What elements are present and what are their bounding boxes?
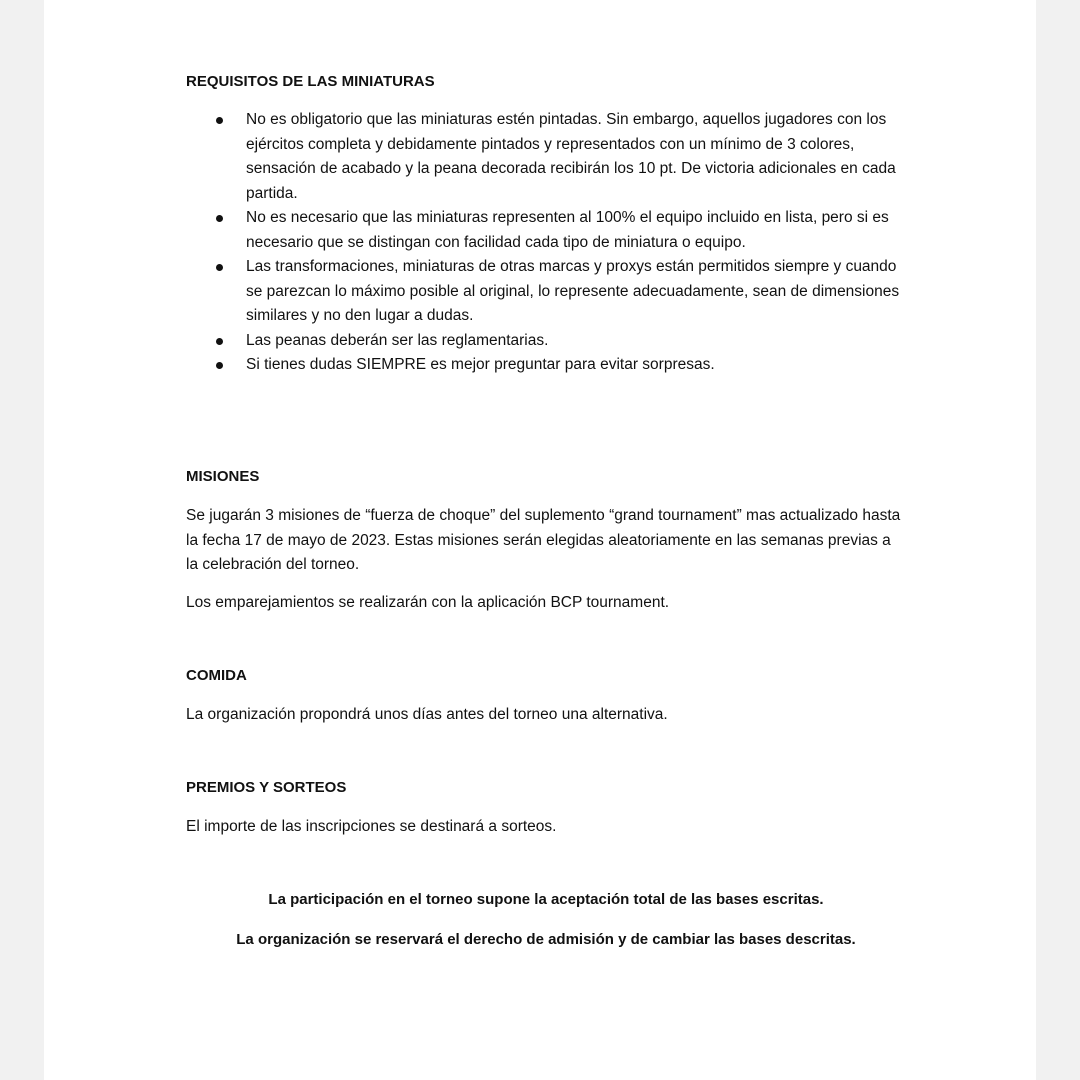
list-item xyxy=(186,108,906,206)
list-item xyxy=(186,353,906,378)
section-heading-requisitos: REQUISITOS DE LAS MINIATURAS xyxy=(186,73,435,90)
list-item xyxy=(186,206,906,255)
list-item-text: No es necesario que las miniaturas representen al 100% el equipo incluido en lista, pero si es necesario que se distingan con facilidad cada tipo de miniatura o equipo. xyxy=(246,209,889,251)
emparejamientos-paragraph: Los emparejamientos se realizarán con la aplicación BCP tournament. xyxy=(186,594,670,611)
list-item-text: Las transformaciones, miniaturas de otras marcas y proxys están permitidos siempre y cuando se parezcan lo máximo posible al original, lo represente adecuadamente, sean de dimensiones similares y no den lugar a dudas. xyxy=(246,258,900,324)
bullet-icon xyxy=(216,215,223,222)
bullet-icon xyxy=(216,117,223,124)
closing-statement-rights: La organización se reservará el derecho de admisión y de cambiar las bases descritas. xyxy=(236,931,856,948)
closing-statement-acceptance: La participación en el torneo supone la aceptación total de las bases escritas. xyxy=(268,891,824,908)
section-heading-misiones: MISIONES xyxy=(186,468,260,485)
list-item-text: No es obligatorio que las miniaturas estén pintadas. Sin embargo, aquellos jugadores con los ejércitos completa y debidamente pintados y representados con un mínimo de 3 colores, sensación de acabado y la peana decorada recibirán los 10 pt. De victoria adicionales en cada partida. xyxy=(246,111,896,202)
section-heading-premios: PREMIOS Y SORTEOS xyxy=(186,779,347,796)
comida-paragraph: La organización propondrá unos días antes del torneo una alternativa. xyxy=(186,706,668,723)
list-item-text: Si tienes dudas SIEMPRE es mejor preguntar para evitar sorpresas. xyxy=(246,356,715,373)
misiones-paragraph: Se jugarán 3 misiones de “fuerza de choque” del suplemento “grand tournament” mas actualizado hasta la fecha 17 de mayo de 2023. Estas misiones serán elegidas aleatoriamente en las semanas previas a la celebración del torneo. xyxy=(186,507,901,573)
requisitos-bullet-list xyxy=(186,108,906,378)
section-heading-comida: COMIDA xyxy=(186,667,247,684)
list-item xyxy=(186,329,906,354)
bullet-icon xyxy=(216,264,223,271)
premios-paragraph: El importe de las inscripciones se destinará a sorteos. xyxy=(186,818,557,835)
document-page xyxy=(44,0,1036,1080)
bullet-icon xyxy=(216,338,223,345)
list-item-text: Las peanas deberán ser las reglamentarias. xyxy=(246,331,549,349)
bullet-icon xyxy=(216,362,223,369)
list-item xyxy=(186,255,906,329)
